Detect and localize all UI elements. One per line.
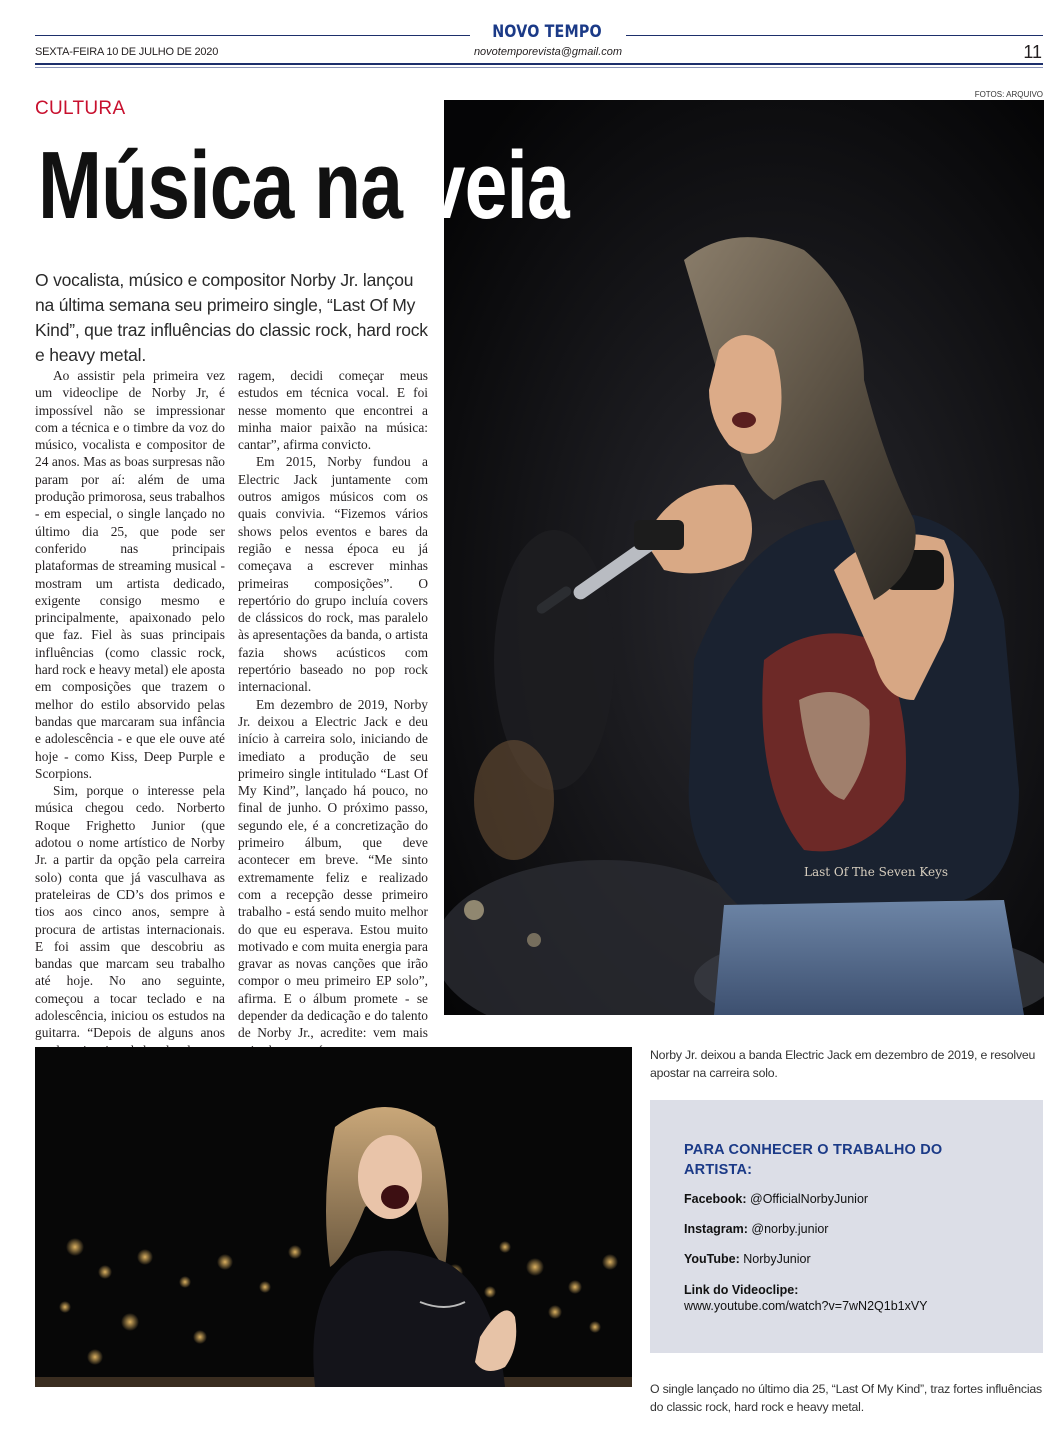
youtube-label: YouTube: bbox=[684, 1252, 740, 1266]
photo-caption-2: O single lançado no último dia 25, “Last Of My Kind”, traz fortes influências do classic rock, hard rock e heavy metal. bbox=[650, 1382, 1042, 1414]
info-box-title: PARA CONHECER O TRABALHO DO ARTISTA: bbox=[684, 1142, 943, 1178]
video-link-label: Link do Videoclipe: bbox=[684, 1283, 799, 1297]
article-column-1 bbox=[35, 367, 225, 1059]
portrait-photo bbox=[35, 1047, 632, 1387]
issue-date: SEXTA-FEIRA 10 DE JULHO DE 2020 bbox=[35, 46, 219, 58]
contact-email: novotemporevista@gmail.com bbox=[473, 46, 623, 58]
instagram-label: Instagram: bbox=[684, 1222, 748, 1236]
article-column-2 bbox=[238, 367, 428, 1059]
article-paragraph: Em dezembro de 2019, Norby Jr. deixou a Electric Jack e deu início à carreira solo, iniciando de imediato a produção de seu primeiro single intitulado “Last Of My Kind”, lançado há pouco, no final de junho. O próximo passo, segundo ele, é a concretização do primeiro álbum, que deve acontecer em breve. “Me sinto extremamente feliz e realizado com a recepção desse primeiro trabalho - está sendo muito melhor do que eu esperava. Estou muito motivado e com muita energia para gravar as novas canções que irão compor o meu primeiro EP solo”, afirma. E o álbum promete - se depender da dedicação e do talento de Norby Jr., acredite: vem mais bbox=[238, 696, 428, 1041]
article-paragraph: ragem, decidi começar meus estudos em técnica vocal. E foi nesse momento que encontrei a minha maior paixão na música: cantar”, afirma convicto. bbox=[238, 368, 428, 453]
headline-part1: Música na bbox=[38, 132, 423, 239]
video-link[interactable]: www.youtube.com/watch?v=7wN2Q1b1xVY bbox=[684, 1299, 928, 1313]
youtube-row bbox=[684, 1252, 811, 1266]
instagram-handle: @norby.junior bbox=[751, 1222, 829, 1236]
photo-caption-1: Norby Jr. deixou a banda Electric Jack em dezembro de 2019, e resolveu apostar na carreira solo. bbox=[650, 1048, 1036, 1080]
photo-credit: FOTOS: ARQUIVO bbox=[974, 90, 1043, 99]
facebook-label: Facebook: bbox=[684, 1192, 747, 1206]
header-rule-right bbox=[626, 35, 1043, 36]
masthead: NOVO TEMPO bbox=[492, 22, 602, 42]
header-rule-bottom bbox=[35, 63, 1043, 65]
headline-part2: veia bbox=[422, 132, 569, 239]
header-rule-left bbox=[35, 35, 470, 36]
instagram-row bbox=[684, 1222, 828, 1236]
article-paragraph: Sim, porque o interesse pela música chegou cedo. Norberto Roque Frighetto Junior (que adotou o nome artístico de Norby Jr. a partir da opção pela carreira solo) conta que já vasculhava as prateleiras de CD’s dos primos e tios aos cinco anos, sempre à procura de artistas internacionais. E foi assim que descobriu as bandas que marcam seu trabalho até hoje. No ano seguinte, começou a tocar teclado e na adolescência, iniciou os estudos na guitarra. “Depois de alguns anos bbox=[35, 783, 225, 1041]
lede: O vocalista, músico e compositor Norby Jr. lançou na última semana seu primeiro single, “Last Of My Kind”, que traz influências do classic rock, hard rock e heavy metal. bbox=[35, 270, 428, 365]
article-paragraph: Ao assistir pela primeira vez um videoclipe de Norby Jr, é impossível não se impressionar com a técnica e o timbre da voz do músico, vocalista e compositor de 24 anos. Mas as boas surpresas não param por aí: além de uma produção primorosa, seus trabalhos - em especial, o single lançado no último dia 25, que pode ser conferido nas principais plataformas de streaming musical - mostram um artista dedicado, exigente consigo mesmo e principalmente, apaixonado pelo que faz. Fiel às suas principais influências (como classic rock, hard rock e heavy metal) ele aposta em composições que trazem o melhor do estilo absorvido pelas bandas que marcaram sua infância e adolescência - e que ele ouve até hoje - como Kiss, Deep Purple e Scorpions. bbox=[35, 368, 225, 781]
article-paragraph: Em 2015, Norby fundou a Electric Jack juntamente com outros amigos músicos com os quais convivia. “Fizemos vários shows pelos eventos e bares da região e nessa época eu já começava a escrever minhas primeiras composições”. O repertório do grupo incluía covers de clássicos do rock, mas paralelo às apresentações da banda, o artista fazia shows acústicos com repertório baseado no pop rock internacional. bbox=[238, 454, 428, 695]
facebook-row bbox=[684, 1192, 868, 1206]
headline bbox=[38, 132, 569, 240]
section-label: CULTURA bbox=[35, 98, 126, 119]
header-rule-bottom-thin bbox=[35, 67, 1043, 68]
shirt-print-text: Last Of The Seven Keys bbox=[804, 865, 949, 879]
artist-info-box bbox=[650, 1100, 1043, 1353]
page-number: 11 bbox=[1023, 42, 1042, 62]
facebook-handle: @OfficialNorbyJunior bbox=[750, 1192, 869, 1206]
video-label-row bbox=[684, 1283, 798, 1297]
youtube-channel: NorbyJunior bbox=[743, 1252, 811, 1266]
